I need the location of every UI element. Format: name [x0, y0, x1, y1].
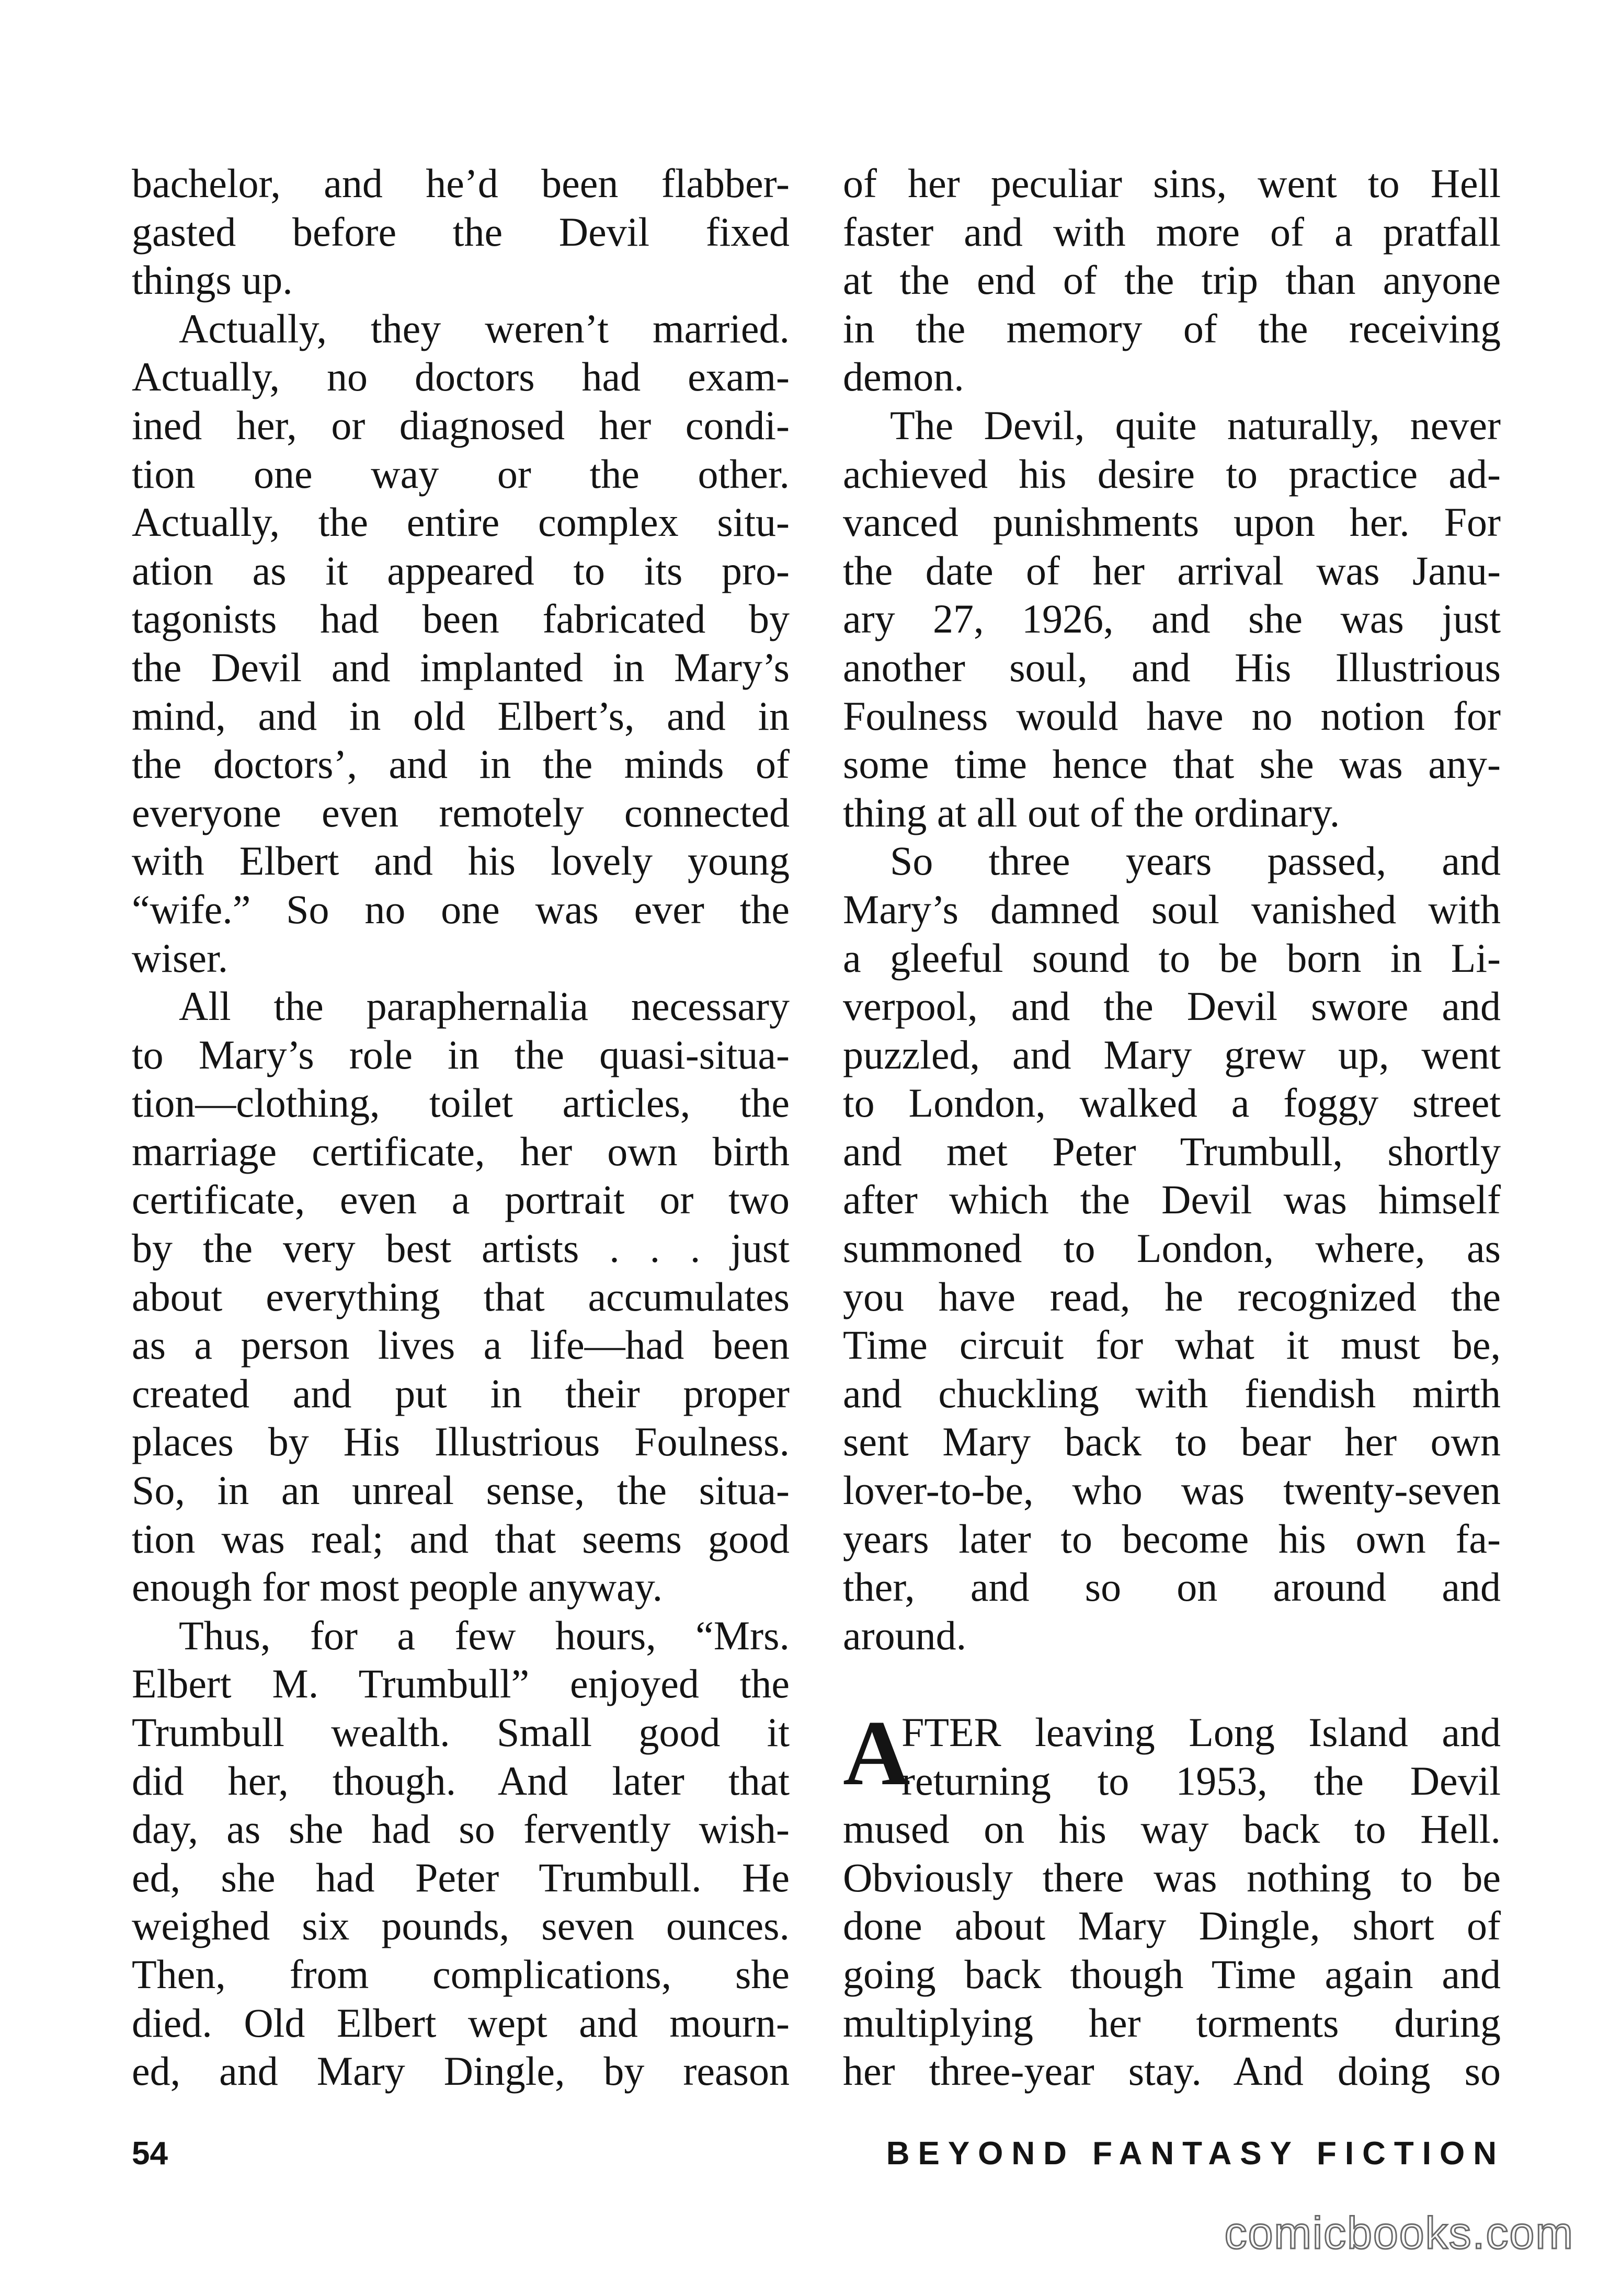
text-line: achieved his desire to practice ad-: [843, 451, 1501, 497]
text-line: summoned to London, where, as: [843, 1225, 1501, 1271]
text-line: at the end of the trip than anyone: [843, 257, 1501, 303]
page-number: 54: [132, 2136, 168, 2172]
text-line: multiplying her torments during: [843, 2000, 1501, 2046]
text-line: ed, and Mary Dingle, by reason: [132, 2048, 790, 2094]
text-line: ined her, or diagnosed her condi-: [132, 402, 790, 448]
text-line: Time circuit for what it must be,: [843, 1322, 1501, 1368]
text-line: Obviously there was nothing to be: [843, 1854, 1501, 1900]
text-line: Actually, no doctors had exam-: [132, 354, 790, 400]
text-line: of her peculiar sins, went to Hell: [843, 160, 1501, 206]
text-line: in the memory of the receiving: [843, 305, 1501, 351]
text-line: to London, walked a foggy street: [843, 1080, 1501, 1126]
text-line: and met Peter Trumbull, shortly: [843, 1128, 1501, 1174]
text-line: gasted before the Devil fixed: [132, 209, 790, 255]
text-line: some time hence that she was any-: [843, 741, 1501, 787]
text-line: ary 27, 1926, and she was just: [843, 596, 1501, 642]
new-section: [843, 1701, 1501, 2096]
text-line: as a person lives a life—had been: [132, 1322, 790, 1368]
text-line: did her, though. And later that: [132, 1758, 790, 1804]
text-line: years later to become his own fa-: [843, 1516, 1501, 1562]
text-line: returning to 1953, the Devil: [901, 1758, 1501, 1804]
text-line: The Devil, quite naturally, never: [890, 402, 1501, 448]
text-line: the doctors’, and in the minds of: [132, 741, 790, 787]
text-line: certificate, even a portrait or two: [132, 1177, 790, 1223]
text-line: by the very best artists . . . just: [132, 1225, 790, 1271]
text-line: puzzled, and Mary grew up, went: [843, 1031, 1501, 1077]
text-line: enough for most people anyway.: [132, 1564, 663, 1610]
text-line: lover-to-be, who was twenty-seven: [843, 1467, 1501, 1513]
text-line: marriage certificate, her own birth: [132, 1128, 790, 1174]
text-line: All the paraphernalia necessary: [179, 983, 790, 1029]
text-line: ation as it appeared to its pro-: [132, 547, 790, 593]
text-line: Mary’s damned soul vanished with: [843, 886, 1501, 932]
text-line: died. Old Elbert wept and mourn-: [132, 2000, 790, 2046]
text-line: everyone even remotely connected: [132, 789, 790, 835]
text-line: thing at all out of the ordinary.: [843, 789, 1340, 835]
text-line: the Devil and implanted in Mary’s: [132, 644, 790, 690]
text-line: bachelor, and he’d been flabber-: [132, 160, 790, 206]
text-line: vanced punishments upon her. For: [843, 499, 1501, 545]
left-column: [132, 159, 790, 2096]
text-line: ed, she had Peter Trumbull. He: [132, 1854, 790, 1900]
text-line: done about Mary Dingle, short of: [843, 1903, 1501, 1949]
text-line: day, as she had so fervently wish-: [132, 1806, 790, 1852]
text-line: created and put in their proper: [132, 1370, 790, 1416]
text-line: FTER leaving Long Island and: [901, 1709, 1501, 1755]
text-line: a gleeful sound to be born in Li-: [843, 935, 1501, 981]
text-line: things up.: [132, 257, 293, 303]
text-line: tagonists had been fabricated by: [132, 596, 790, 642]
text-line: ther, and so on around and: [843, 1564, 1501, 1610]
section-break: [843, 1660, 1501, 1708]
text-line: Elbert M. Trumbull” enjoyed the: [132, 1661, 790, 1707]
right-column: [843, 159, 1501, 2096]
magazine-title: BEYOND FANTASY FICTION: [886, 2136, 1505, 2172]
text-line: Thus, for a few hours, “Mrs.: [179, 1612, 790, 1658]
text-line: tion—clothing, toilet articles, the: [132, 1080, 790, 1126]
text-line: her three-year stay. And doing so: [843, 2048, 1501, 2094]
text-line: after which the Devil was himself: [843, 1177, 1501, 1223]
text-line: mused on his way back to Hell.: [843, 1806, 1501, 1852]
text-line: So three years passed, and: [890, 838, 1501, 884]
text-line: verpool, and the Devil swore and: [843, 983, 1501, 1029]
text-line: So, in an unreal sense, the situa-: [132, 1467, 790, 1513]
text-line: with Elbert and his lovely young: [132, 838, 790, 884]
text-line: tion one way or the other.: [132, 451, 790, 497]
text-line: wiser.: [132, 935, 229, 981]
drop-cap: A: [843, 1701, 910, 1805]
text-line: another soul, and His Illustrious: [843, 644, 1501, 690]
text-line: faster and with more of a pratfall: [843, 209, 1501, 255]
text-line: demon.: [843, 354, 964, 400]
text-line: and chuckling with fiendish mirth: [843, 1370, 1501, 1416]
text-line: Foulness would have no notion for: [843, 693, 1501, 739]
text-line: to Mary’s role in the quasi-situa-: [132, 1031, 790, 1077]
text-line: the date of her arrival was Janu-: [843, 547, 1501, 593]
text-line: “wife.” So no one was ever the: [132, 886, 790, 932]
text-line: Actually, the entire complex situ-: [132, 499, 790, 545]
text-line: places by His Illustrious Foulness.: [132, 1419, 790, 1465]
text-line: sent Mary back to bear her own: [843, 1419, 1501, 1465]
text-line: you have read, he recognized the: [843, 1273, 1501, 1319]
text-line: going back though Time again and: [843, 1951, 1501, 1997]
text-line: Actually, they weren’t married.: [179, 305, 790, 351]
text-line: around.: [843, 1612, 967, 1658]
text-line: mind, and in old Elbert’s, and in: [132, 693, 790, 739]
text-line: Trumbull wealth. Small good it: [132, 1709, 790, 1755]
text-line: Then, from complications, she: [132, 1951, 790, 1997]
text-line: about everything that accumulates: [132, 1273, 790, 1319]
text-line: tion was real; and that seems good: [132, 1516, 790, 1562]
text-line: weighed six pounds, seven ounces.: [132, 1903, 790, 1949]
watermark-logo: comicbooks.com: [1224, 2208, 1574, 2258]
